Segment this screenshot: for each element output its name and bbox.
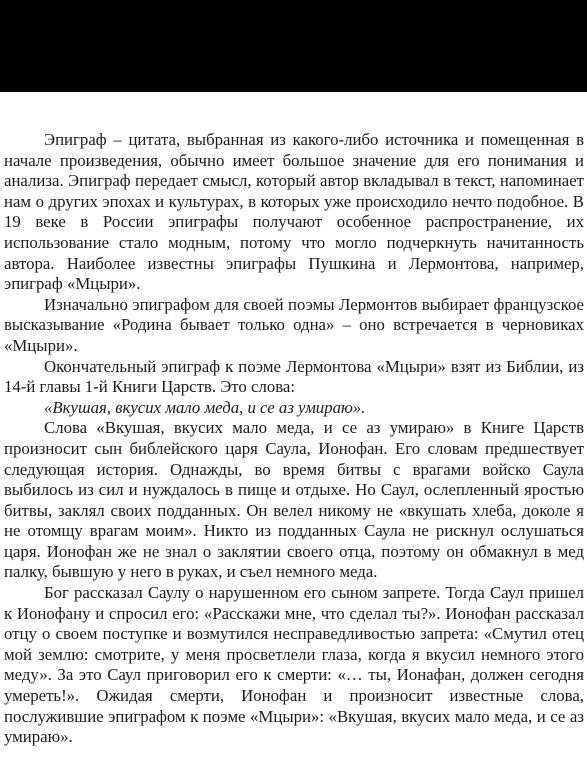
paragraph-epigraph-definition: Эпиграф – цитата, выбранная из какого-либо источника и помещенная в начале произведения, обычно имеет большое значение для его понимания и анализа. Эпиграф передает смысл, который автор вкладывал в текст, напоминает нам о других эпохах и культурах, в которых уже происходило нечто подобное. В 19 веке в России эпиграфы получают особенное распространение, их использование стало модным, потому что могло подчеркнуть начитанность автора. Наиболее известны эпиграфы Пушкина и Лермонтова, например, эпиграф «Мцыри». xyxy=(4,130,584,294)
paragraph-initial-epigraph: Изначально эпиграфом для своей поэмы Лермонтов выбирает французское высказывание «Родина бывает только одна» – оно встречается в черновиках «Мцыри». xyxy=(4,294,584,355)
paragraph-final-epigraph: Окончательный эпиграф к поэме Лермонтова «Мцыри» взят из Библии, из 14-й главы 1-й Книги Царств. Это слова: xyxy=(4,356,584,397)
paragraph-saul-story: Слова «Вкушая, вкусих мало меда, и се аз умираю» в Книге Царств произносит сын библейского царя Саула, Ионофан. Его словам предшествует следующая история. Однажды, во время битвы с врагами войско Саула выбилось из сил и нуждалось в пище и отдыхе. Но Саул, ослепленный яростью битвы, заклял своих подданных. Он велел никому не «вкушать хлеба, доколе я не отомщу врагам моим». Никто из подданных Саула не рискнул ослушаться царя. Ионофан же не знал о заклятии своего отца, поэтому он обмакнул в мед палку, бывшую у него в руках, и съел немного меда. xyxy=(4,418,584,582)
epigraph-quote: «Вкушая, вкусих мало меда, и се аз умираю». xyxy=(44,397,366,417)
top-black-bar xyxy=(0,0,587,92)
paragraph-jonathan-story: Бог рассказал Саулу о нарушенном его сыном запрете. Тогда Саул пришел к Ионофану и спросил его: «Расскажи мне, что сделал ты?». Ионофан рассказал отцу о своем поступке и возмутился несправедливостью запрета: «Смутил отец мой землю: смотрите, у меня просветлели глаза, когда я вкусил немного этого меду». За это Саул приговорил его к смерти: «… ты, Ионафан, должен сегодня умереть!». Ожидая смерти, Ионофан и произносит известные слова, послужившие эпиграфом к поэме «Мцыри»: «Вкушая, вкусих мало меда, и се аз умираю». xyxy=(4,583,584,747)
document-page xyxy=(4,130,584,748)
